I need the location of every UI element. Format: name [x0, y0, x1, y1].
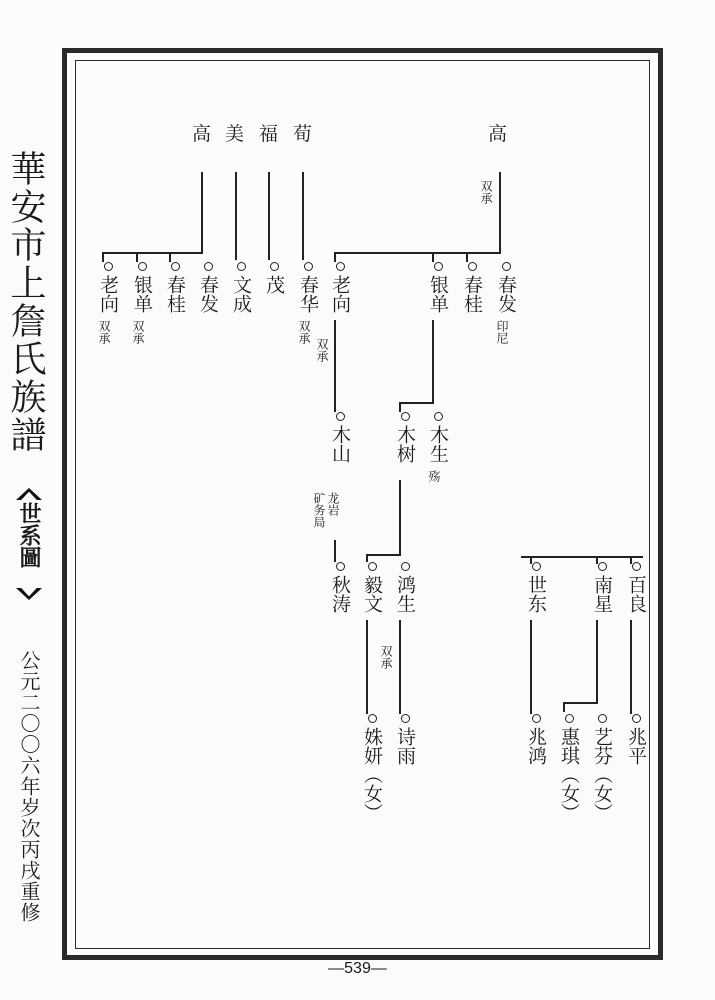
tree-line [399, 620, 401, 714]
person-mao: 茂 [254, 262, 284, 294]
person-shuyan: 姝妍（女） [352, 714, 382, 822]
person-wencheng: 文成 [221, 262, 251, 313]
tree-line [268, 172, 270, 260]
person-zhaoping: 兆平 [616, 714, 646, 765]
person-shiyu: 诗雨 [385, 714, 415, 765]
ancestor-xun: 荀 [293, 123, 313, 145]
tree-line [399, 480, 401, 556]
person-nanxing: 南星 [582, 562, 612, 613]
note-chunhua: 双承 [297, 320, 311, 344]
person-chunfa-left: 春发 [188, 262, 218, 313]
tree-line [530, 620, 532, 714]
tree-line [302, 172, 304, 260]
person-zhaohong: 兆鸿 [516, 714, 546, 765]
person-bailiang: 百良 [616, 562, 646, 613]
tree-line [366, 554, 368, 562]
ancestor-fu: 福 [259, 123, 279, 145]
section-tag-label: 世系圖 [16, 502, 42, 568]
person-yindan-right: 银单 [418, 262, 448, 313]
tree-line [169, 252, 171, 262]
note-laoxiang-left: 双承 [97, 320, 111, 344]
tree-line [432, 252, 434, 262]
tree-line [334, 252, 500, 254]
tree-line [366, 620, 368, 714]
tree-line [201, 172, 203, 254]
person-qiutao: 秋涛 [320, 562, 350, 613]
person-chungui-left: 春桂 [155, 262, 185, 313]
person-chunhua: 春华 [288, 262, 318, 313]
tree-line [334, 320, 336, 412]
tree-line [334, 540, 336, 562]
note-yindan-left: 双承 [131, 320, 145, 344]
note-musheng: 殇 [427, 470, 441, 482]
tree-line [399, 402, 401, 412]
tree-line [499, 172, 501, 254]
person-chungui-right: 春桂 [452, 262, 482, 313]
revision-date: 公元二〇〇六年岁次丙戌重修 [17, 650, 41, 923]
note-shuangcheng: 双承 [479, 180, 493, 204]
note-mushan-work: 龙岩 矿务局 [312, 492, 340, 528]
ancestor-mei: 美 [225, 123, 245, 145]
note-yiwen: 双承 [379, 645, 393, 669]
note-chunfa-indonesia: 印尼 [495, 320, 509, 344]
person-laoxiang-right: 老向 [320, 262, 350, 313]
tree-line [432, 320, 434, 404]
person-huiqi: 惠琪（女） [549, 714, 579, 822]
person-yindan-left: 银单 [122, 262, 152, 313]
person-shidong: 世东 [516, 562, 546, 613]
tree-line [630, 620, 632, 714]
page-number: —539— [328, 960, 387, 977]
person-mushan: 木山 [320, 412, 350, 463]
ancestor-gao-right: 高 [488, 123, 508, 145]
section-tag [12, 488, 46, 600]
tree-line [399, 402, 433, 404]
tree-line [102, 252, 104, 262]
person-yifen: 艺芬（女） [582, 714, 612, 822]
tree-line [466, 252, 468, 262]
tree-line [521, 556, 643, 558]
note-laoxiang-right: 双承 [315, 338, 329, 362]
tree-line [563, 702, 565, 712]
person-musheng: 木生 [418, 412, 448, 463]
tree-line [366, 554, 400, 556]
person-mushu: 木树 [385, 412, 415, 463]
tree-line [235, 172, 237, 260]
book-title: 華安市上詹氏族譜 [5, 150, 46, 454]
person-chunfa-right: 春发 [486, 262, 516, 313]
tree-line [596, 620, 598, 704]
tree-line [136, 252, 138, 262]
person-hongsheng: 鸿生 [385, 562, 415, 613]
tree-line [102, 252, 202, 254]
ancestor-gao-left: 高 [192, 123, 212, 145]
tree-line [563, 702, 597, 704]
person-yiwen: 毅文 [352, 562, 382, 613]
person-laoxiang-left: 老向 [88, 262, 118, 313]
tree-line [334, 252, 336, 262]
bracket-top-icon [16, 488, 42, 500]
bracket-bottom-icon [16, 588, 42, 600]
